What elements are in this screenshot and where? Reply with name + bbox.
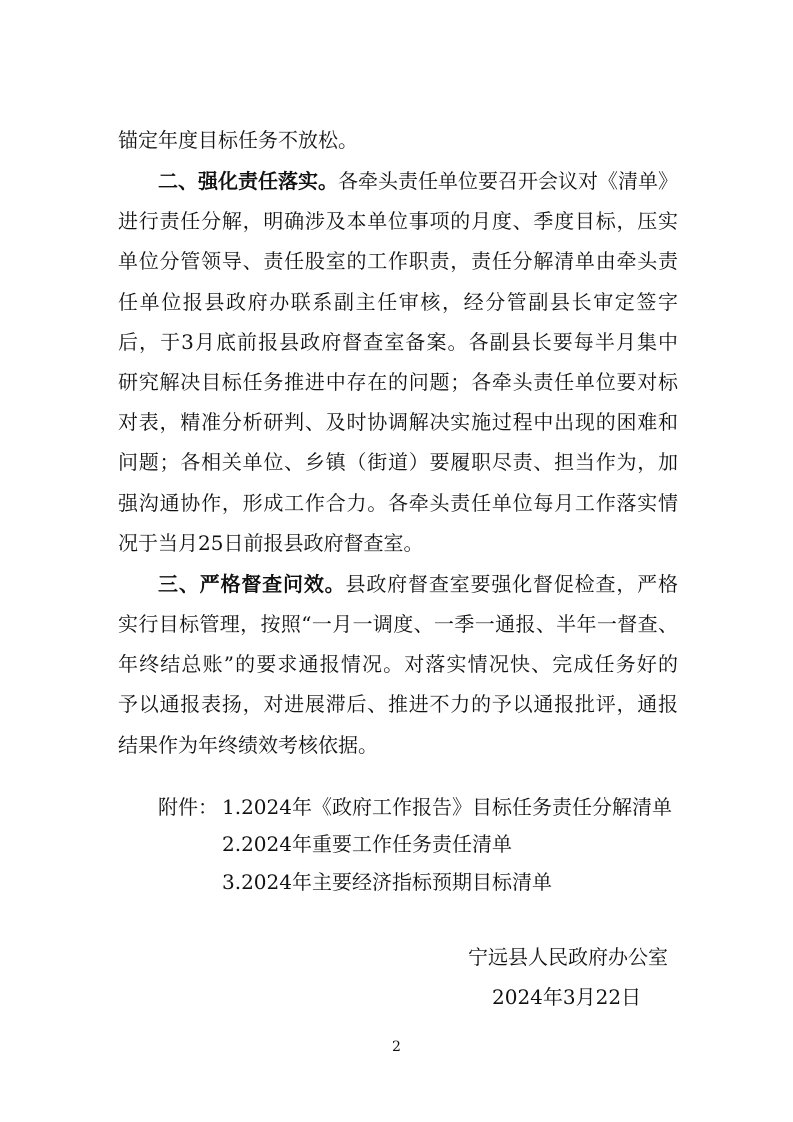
section-3-line: 实行目标管理，按照“一月一调度、一季一通报、半年一督查、 (118, 612, 678, 636)
section-2-line: 对表，精准分析研判、及时协调解决实施过程中出现的困难和 (118, 410, 678, 434)
section-3-text: 县政府督查室要强化督促检查，严格 (345, 572, 678, 596)
section-2-first-line (158, 167, 678, 195)
signature-org: 宁远县人民政府办公室 (468, 945, 668, 969)
attachment-item: 2.2024年重要工作任务责任清单 (222, 832, 512, 856)
paragraph-tail: 锚定年度目标任务不放松。 (118, 128, 358, 152)
section-2-line: 研究解决目标任务推进中存在的问题；各牵头责任单位要对标 (118, 370, 678, 394)
section-3-line: 年终结总账”的要求通报情况。对落实情况快、完成任务好的 (118, 652, 678, 676)
section-3-heading: 三、严格督查问效。 (158, 572, 346, 596)
section-2-line: 强沟通协作，形成工作合力。各牵头责任单位每月工作落实情 (118, 491, 678, 515)
section-2-line: 任单位报县政府办联系副主任审核，经分管副县长审定签字 (118, 290, 678, 314)
attachments-label: 附件： (158, 795, 218, 819)
section-2-line: 进行责任分解，明确涉及本单位事项的月度、季度目标，压实 (118, 209, 678, 233)
attachment-item: 1.2024年《政府工作报告》目标任务责任分解清单 (222, 795, 672, 819)
section-3-line: 结果作为年终绩效考核依据。 (118, 733, 378, 757)
section-2-heading: 二、强化责任落实。 (158, 169, 338, 193)
page-number: 2 (392, 1039, 401, 1055)
signature-date: 2024年3月22日 (492, 985, 642, 1009)
attachment-item: 3.2024年主要经济指标预期目标清单 (222, 870, 552, 894)
section-2-line: 后，于3月底前报县政府督查室备案。各副县长要每半月集中 (118, 330, 678, 354)
section-2-line: 问题；各相关单位、乡镇（街道）要履职尽责、担当作为，加 (118, 450, 678, 474)
section-2-line: 况于当月25日前报县政府督查室。 (118, 531, 424, 555)
section-2-line: 单位分管领导、责任股室的工作职责，责任分解清单由牵头责 (118, 249, 678, 273)
section-2-text: 各牵头责任单位要召开会议对《清单》 (338, 169, 678, 193)
section-3-first-line (158, 570, 678, 598)
section-3-line: 予以通报表扬，对进展滞后、推进不力的予以通报批评，通报 (118, 692, 678, 716)
